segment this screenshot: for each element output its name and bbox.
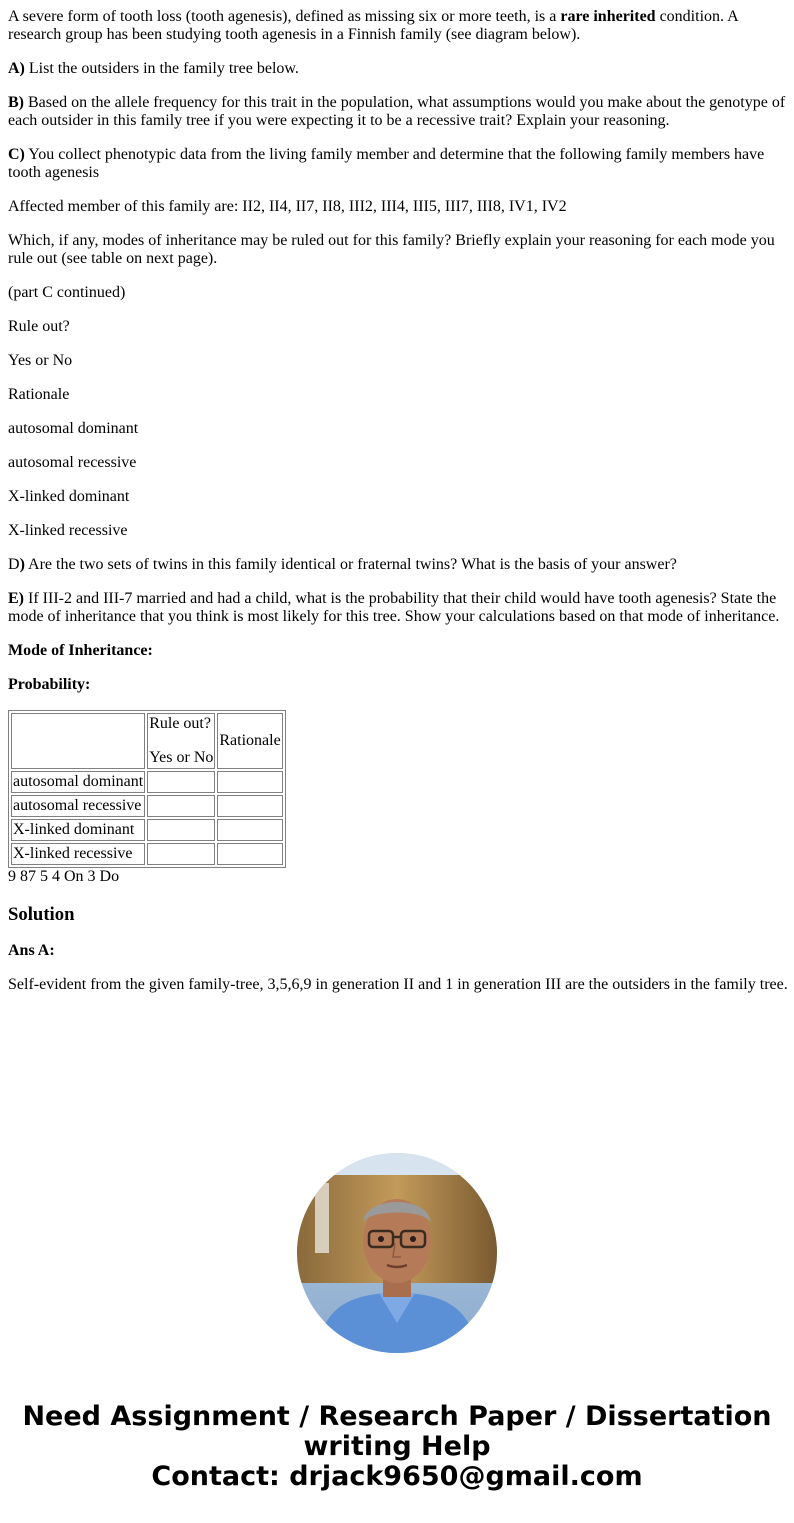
question-a-label: A) xyxy=(8,60,25,77)
question-d-text: Are the two sets of twins in this family identical or fraternal twins? What is the basis of your answer? xyxy=(24,556,677,573)
question-c-text: You collect phenotypic data from the living family member and determine that the following family members have tooth agenesis xyxy=(8,146,765,181)
question-c-label: C) xyxy=(8,146,25,163)
question-b-text: Based on the allele frequency for this trait in the population, what assumptions would you make about the genotype of each outsider in this family tree if you were expecting it to be a recessive trait? Explain your reasoning. xyxy=(8,94,786,129)
mode-x-linked-recessive: X-linked recessive xyxy=(8,522,128,539)
solution-heading: Solution xyxy=(8,904,75,925)
table-header-rationale: Rationale xyxy=(217,713,282,769)
mode-of-inheritance-text: Mode of Inheritance: xyxy=(8,642,153,659)
mode-x-linked-dominant: X-linked dominant xyxy=(8,488,130,505)
intro-bold: rare inherited xyxy=(560,8,656,25)
question-e-label: E) xyxy=(8,590,24,607)
table-row xyxy=(11,771,283,793)
question-a xyxy=(8,60,788,78)
mode-autosomal-recessive: autosomal recessive xyxy=(8,454,137,471)
rule-out-label: Rule out? xyxy=(8,318,70,335)
footer-line-2: writing Help xyxy=(303,1431,491,1462)
question-a-text: List the outsiders in the family tree below. xyxy=(24,60,299,77)
table-cell-rationale xyxy=(217,795,282,817)
stray-text: 9 87 5 4 On 3 Do xyxy=(8,868,120,885)
table-header-row xyxy=(11,713,283,769)
table-cell-rule-out xyxy=(147,819,215,841)
table-cell-rule-out xyxy=(147,795,215,817)
affected-members: Affected member of this family are: II2, II4, II7, II8, III2, III4, III5, III7, III8, IV1, IV2 xyxy=(8,198,567,215)
intro-text-after: condition. A research group has been studying tooth agenesis in a Finnish family (see diagram below). xyxy=(8,8,738,43)
table-cell-rationale xyxy=(217,819,282,841)
table-cell-rule-out xyxy=(147,771,215,793)
question-c xyxy=(8,146,788,182)
inheritance-table xyxy=(8,710,286,868)
answer-a-label-text: Ans A: xyxy=(8,942,55,959)
part-c-continued: (part C continued) xyxy=(8,284,126,301)
tutor-portrait-image xyxy=(297,1153,497,1353)
mode-of-inheritance-label xyxy=(8,642,788,660)
table-header-yes-no: Yes or No xyxy=(149,749,214,766)
question-e-text: If III-2 and III-7 married and had a child, what is the probability that their child would have tooth agenesis? State the mode of inheritance that you think is most likely for this tree. Show your calculations based on that mode of inheritance. xyxy=(8,590,780,625)
table-cell-rule-out xyxy=(147,843,215,865)
table-header-rule-out: Rule out? xyxy=(149,715,211,732)
table-row-label: autosomal recessive xyxy=(11,795,145,817)
probability-text: Probability: xyxy=(8,676,91,693)
tutor-avatar xyxy=(297,1153,497,1353)
probability-label xyxy=(8,676,788,694)
question-d-label: D xyxy=(8,556,20,573)
question-b xyxy=(8,94,788,130)
mode-autosomal-dominant: autosomal dominant xyxy=(8,420,139,437)
promo-footer xyxy=(0,1402,794,1492)
table-row xyxy=(11,795,283,817)
table-cell-rationale xyxy=(217,843,282,865)
table-header-spacer xyxy=(149,733,213,749)
answer-a-text: Self-evident from the given family-tree, 3,5,6,9 in generation II and 1 in generation III are the outsiders in the family tree. xyxy=(8,976,788,993)
question-d-paren: ) xyxy=(19,556,25,573)
document-body xyxy=(8,8,788,1010)
question-e xyxy=(8,590,788,626)
question-d xyxy=(8,556,788,574)
yes-or-no-label: Yes or No xyxy=(8,352,73,369)
table-header-blank-cell xyxy=(11,713,145,769)
answer-a-label xyxy=(8,942,788,960)
table-row xyxy=(11,819,283,841)
intro-paragraph xyxy=(8,8,788,44)
footer-line-1: Need Assignment / Research Paper / Dissertation xyxy=(22,1401,772,1432)
ruleout-question: Which, if any, modes of inheritance may be ruled out for this family? Briefly explain your reasoning for each mode you rule out (see table on next page). xyxy=(8,232,775,267)
footer-contact[interactable]: Contact: drjack9650@gmail.com xyxy=(151,1461,643,1492)
table-row-label: X-linked dominant xyxy=(11,819,145,841)
intro-text-before: A severe form of tooth loss (tooth agenesis), defined as missing six or more teeth, is a xyxy=(8,8,561,25)
question-b-label: B) xyxy=(8,94,24,111)
table-cell-rationale xyxy=(217,771,282,793)
table-row-label: autosomal dominant xyxy=(11,771,145,793)
table-header-rule-out-cell xyxy=(147,713,215,769)
rationale-label: Rationale xyxy=(8,386,70,403)
table-row xyxy=(11,843,283,865)
table-row-label: X-linked recessive xyxy=(11,843,145,865)
